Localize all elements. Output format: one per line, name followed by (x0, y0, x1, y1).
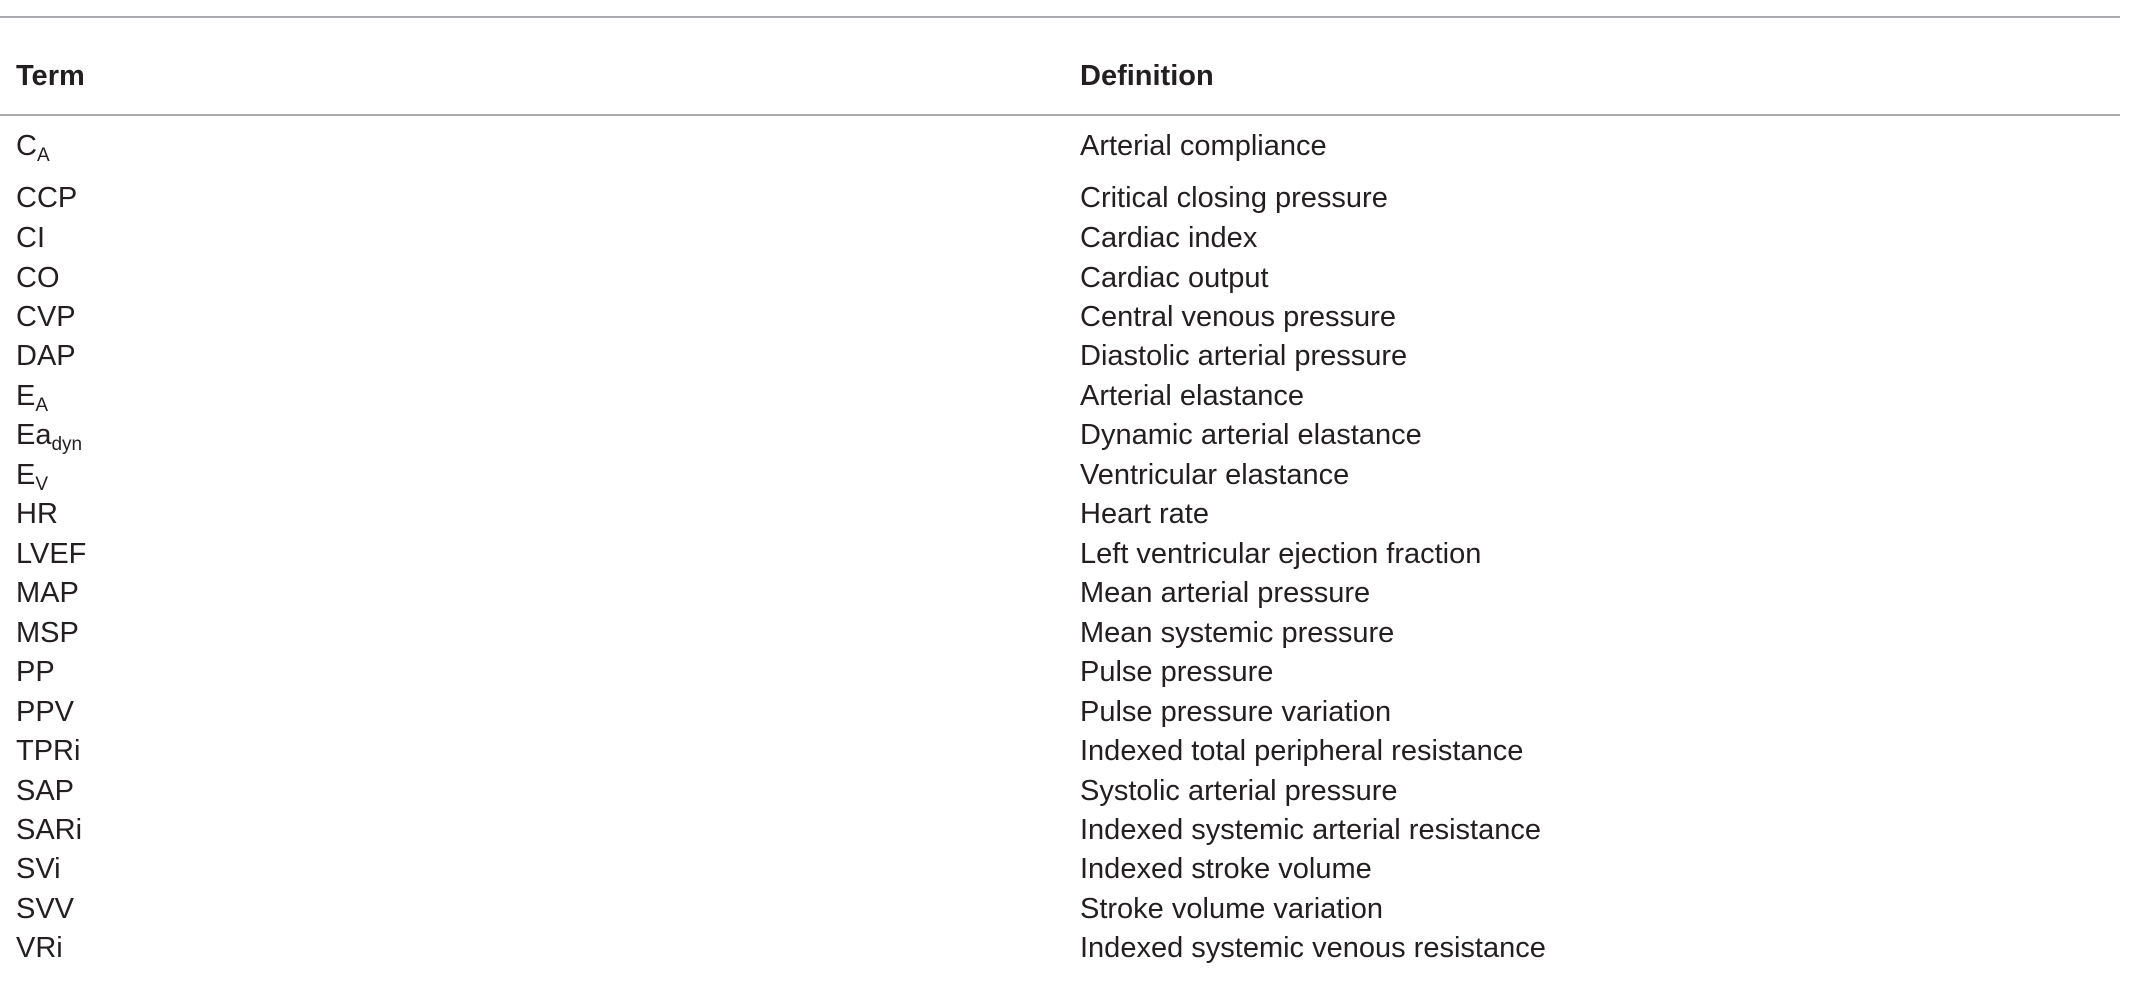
table-row (0, 260, 2131, 300)
term-cell (16, 299, 76, 335)
term-cell (16, 812, 82, 848)
term-text: MAP (16, 577, 79, 609)
definition-cell: Cardiac output (1080, 262, 1269, 294)
term-cell (16, 930, 63, 966)
table-row (0, 615, 2131, 655)
term-cell (16, 615, 79, 651)
table-row (0, 220, 2131, 260)
definition-cell: Pulse pressure variation (1080, 696, 1392, 728)
table-row (0, 378, 2131, 418)
term-cell (16, 851, 61, 887)
definition-cell: Indexed systemic venous resistance (1080, 932, 1546, 964)
table-row (0, 457, 2131, 497)
definition-cell: Ventricular elastance (1080, 459, 1350, 491)
term-text: PPV (16, 696, 75, 728)
term-text: SARi (16, 814, 83, 846)
table-row (0, 733, 2131, 773)
term-cell (16, 694, 74, 730)
table-row (0, 575, 2131, 615)
term-cell (16, 338, 76, 374)
term-cell (16, 496, 58, 532)
term-cell (16, 180, 77, 216)
term-cell (16, 575, 79, 611)
term-cell (16, 220, 45, 256)
term-subscript: V (35, 474, 49, 495)
definition-cell: Pulse pressure (1080, 656, 1274, 688)
definition-cell: Dynamic arterial elastance (1080, 419, 1422, 451)
table-row (0, 299, 2131, 339)
definition-cell: Heart rate (1080, 498, 1209, 530)
term-text: CO (16, 262, 60, 294)
table-row (0, 180, 2131, 220)
term-cell (16, 891, 74, 927)
term-cell (16, 378, 48, 414)
header-definition: Definition (1080, 60, 1214, 92)
term-subscript: A (36, 145, 50, 166)
table-row (0, 338, 2131, 378)
term-text: SVi (16, 853, 61, 885)
term-text: PP (16, 656, 55, 688)
term-subscript: dyn (51, 434, 83, 455)
term-text: E (16, 380, 36, 412)
term-subscript: A (35, 395, 49, 416)
term-text: LVEF (16, 538, 87, 570)
table-row (0, 812, 2131, 852)
definition-cell: Mean arterial pressure (1080, 577, 1371, 609)
table-row (0, 417, 2131, 457)
table-row (0, 496, 2131, 536)
definition-cell: Systolic arterial pressure (1080, 775, 1398, 807)
table-row (0, 128, 2131, 168)
term-cell (16, 733, 80, 769)
term-text: Ea (16, 419, 52, 451)
term-cell (16, 457, 48, 493)
term-text: CI (16, 222, 45, 254)
table-row (0, 773, 2131, 813)
definition-cell: Diastolic arterial pressure (1080, 340, 1408, 372)
term-cell (16, 417, 82, 453)
table-row (0, 851, 2131, 891)
term-text: TPRi (16, 735, 81, 767)
definition-cell: Stroke volume variation (1080, 893, 1384, 925)
definition-cell: Indexed systemic arterial resistance (1080, 814, 1541, 846)
definition-cell: Arterial compliance (1080, 130, 1327, 162)
term-text: VRi (16, 932, 63, 964)
definition-cell: Mean systemic pressure (1080, 617, 1395, 649)
definition-cell: Indexed total peripheral resistance (1080, 735, 1524, 767)
table-row (0, 694, 2131, 734)
term-text: E (16, 459, 36, 491)
term-text: C (16, 130, 37, 162)
header-term: Term (16, 60, 85, 92)
term-text: SVV (16, 893, 75, 925)
term-cell (16, 654, 55, 690)
definition-cell: Cardiac index (1080, 222, 1258, 254)
definition-cell: Critical closing pressure (1080, 182, 1388, 214)
definition-cell: Left ventricular ejection fraction (1080, 538, 1482, 570)
term-text: MSP (16, 617, 79, 649)
term-text: HR (16, 498, 58, 530)
table-row (0, 891, 2131, 931)
table-row (0, 654, 2131, 694)
term-cell (16, 536, 86, 572)
term-cell (16, 128, 50, 164)
term-text: CVP (16, 301, 76, 333)
table-row (0, 930, 2131, 970)
definition-cell: Central venous pressure (1080, 301, 1396, 333)
table-row (0, 536, 2131, 576)
term-cell (16, 773, 74, 809)
term-text: DAP (16, 340, 76, 372)
term-text: SAP (16, 775, 75, 807)
definition-cell: Arterial elastance (1080, 380, 1305, 412)
definition-cell: Indexed stroke volume (1080, 853, 1372, 885)
term-text: CCP (16, 182, 78, 214)
term-cell (16, 260, 60, 296)
